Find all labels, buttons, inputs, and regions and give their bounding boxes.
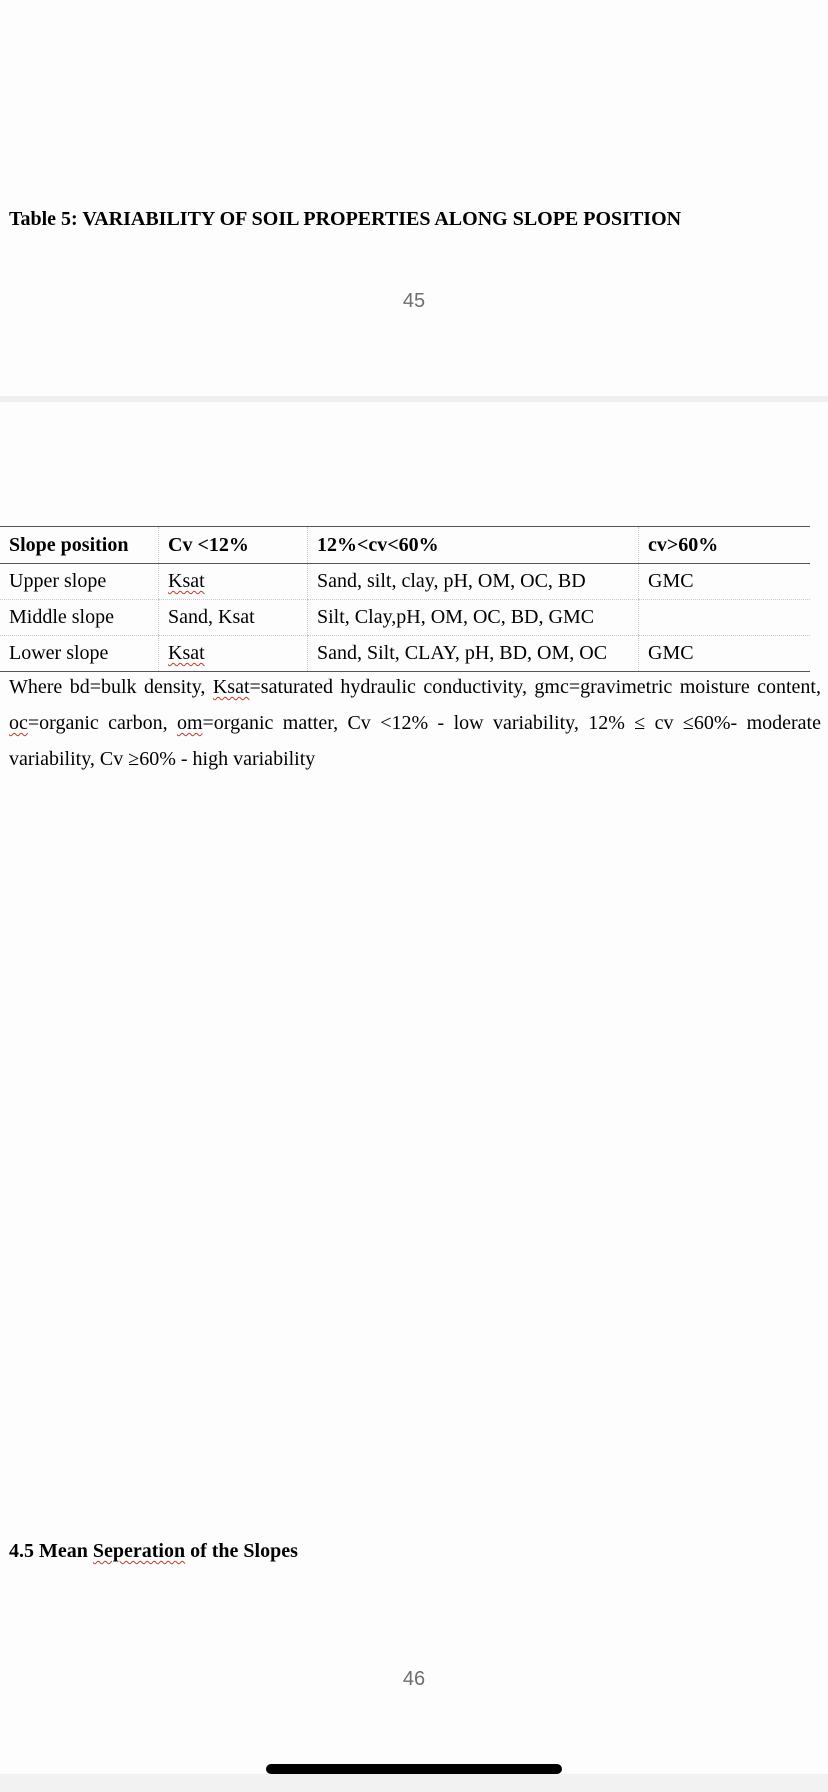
footnote-text: =saturated hydraulic conductivity, gmc=gravimetric moisture content, bbox=[249, 676, 821, 698]
spellcheck-word: om bbox=[176, 712, 203, 734]
table-cell: Sand, Silt, CLAY, pH, BD, OM, OC bbox=[308, 636, 639, 672]
spellcheck-word: oc bbox=[9, 712, 28, 734]
home-indicator[interactable] bbox=[266, 1764, 562, 1774]
table-row bbox=[0, 600, 810, 636]
document-page-45 bbox=[0, 0, 828, 396]
soil-variability-table bbox=[0, 526, 810, 672]
header-moderate-cv: 12%<cv<60% bbox=[308, 527, 639, 564]
table-cell: Sand, silt, clay, pH, OM, OC, BD bbox=[308, 564, 639, 600]
table-header-row bbox=[0, 527, 810, 564]
table-cell: GMC bbox=[639, 636, 811, 672]
section-heading-text: of the Slopes bbox=[185, 1540, 298, 1562]
table-footnote bbox=[9, 669, 821, 777]
table-cell bbox=[159, 564, 308, 600]
spellcheck-word: Ksat bbox=[168, 642, 205, 664]
bottom-bar bbox=[0, 1774, 828, 1792]
section-heading-text: 4.5 Mean bbox=[9, 1540, 93, 1562]
header-low-cv: Cv <12% bbox=[159, 527, 308, 564]
page-number-45: 45 bbox=[402, 290, 426, 312]
header-slope-position: Slope position bbox=[0, 527, 159, 564]
spellcheck-word: Ksat bbox=[212, 676, 250, 698]
spellcheck-word: Ksat bbox=[168, 570, 205, 592]
table-cell: Middle slope bbox=[0, 600, 159, 636]
table-cell: Silt, Clay,pH, OM, OC, BD, GMC bbox=[308, 600, 639, 636]
table-row bbox=[0, 564, 810, 600]
footnote-text: =organic carbon, bbox=[27, 712, 177, 734]
table-cell: Sand, Ksat bbox=[159, 600, 308, 636]
footnote-text: Where bd=bulk density, bbox=[9, 676, 213, 698]
table-caption: Table 5: VARIABILITY OF SOIL PROPERTIES ALONG SLOPE POSITION bbox=[9, 208, 682, 230]
table-row bbox=[0, 636, 810, 672]
table-cell: GMC bbox=[639, 564, 811, 600]
table-cell: Lower slope bbox=[0, 636, 159, 672]
table-cell bbox=[639, 600, 811, 636]
footnote-text: =organic matter, Cv <12% - low variability, 12% ≤ cv ≤60%- moderate variability, Cv ≥60% - high variability bbox=[9, 712, 821, 770]
table-cell bbox=[159, 636, 308, 672]
page-number-46: 46 bbox=[402, 1668, 426, 1690]
header-high-cv: cv>60% bbox=[639, 527, 811, 564]
section-heading bbox=[9, 1540, 298, 1563]
table-cell: Upper slope bbox=[0, 564, 159, 600]
spellcheck-word: Seperation bbox=[92, 1540, 186, 1562]
document-page-46 bbox=[0, 402, 828, 1774]
